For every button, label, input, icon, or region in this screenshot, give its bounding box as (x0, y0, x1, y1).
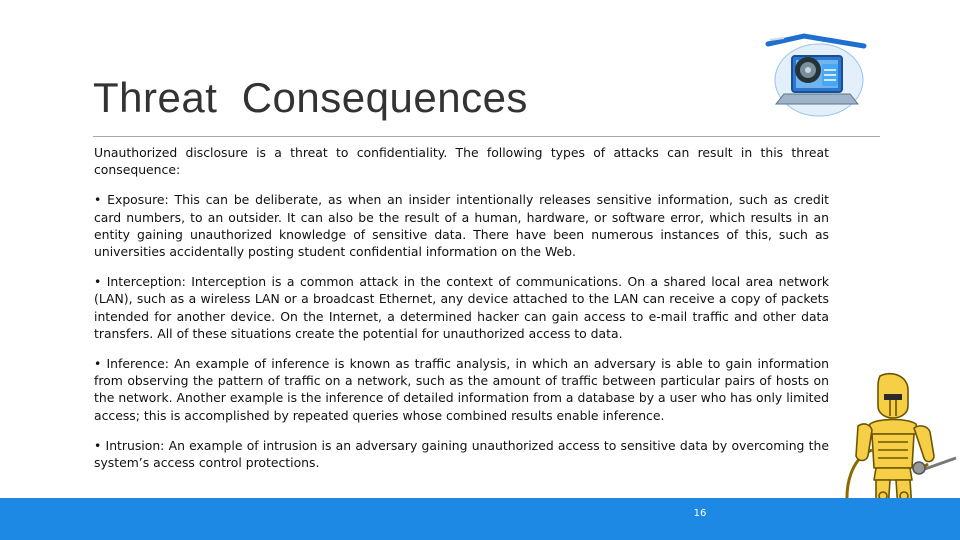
body-paragraph-intrusion: • Intrusion: An example of intrusion is an adversary gaining unauthorized access to sensitive data by overcoming the system’s access control protections. (94, 437, 829, 471)
slide-title: Threat Consequences (93, 74, 528, 121)
page-number: 16 (693, 508, 707, 519)
body-paragraph-exposure: • Exposure: This can be deliberate, as when an insider intentionally releases sensitive information, such as credit card numbers, to an outsider. It can also be the result of a human, hardware, or software error, which results in an entity gaining unauthorized knowledge of sensitive data. There have been numerous instances of this, such as universities accidentally posting student confidential information on the Web. (94, 192, 829, 260)
title-divider (93, 136, 880, 137)
slide-body (94, 144, 829, 484)
security-laptop-icon (764, 30, 874, 118)
footer-bar (0, 498, 960, 540)
body-paragraph-inference: • Inference: An example of inference is known as traffic analysis, in which an adversary is able to gain information from observing the pattern of traffic on a network, such as the amount of traffic between particular pairs of hosts on the network. Another example is the inference of detailed information from a database by a user who has only limited access; this is accomplished by repeated queries whose combined results enable inference. (94, 356, 829, 423)
body-paragraph-interception: • Interception: Interception is a common attack in the context of communications. On a shared local area network (LAN), such as a wireless LAN or a broadcast Ethernet, any device attached to the LAN can receive a copy of packets intended for another device. On the Internet, a determined hacker can gain access to e-mail traffic and other data transfers. All of these situations create the potential for unauthorized access to data. (94, 274, 829, 341)
body-paragraph-intro: Unauthorized disclosure is a threat to confidentiality. The following types of attacks can result in this threat consequence: (94, 145, 829, 178)
